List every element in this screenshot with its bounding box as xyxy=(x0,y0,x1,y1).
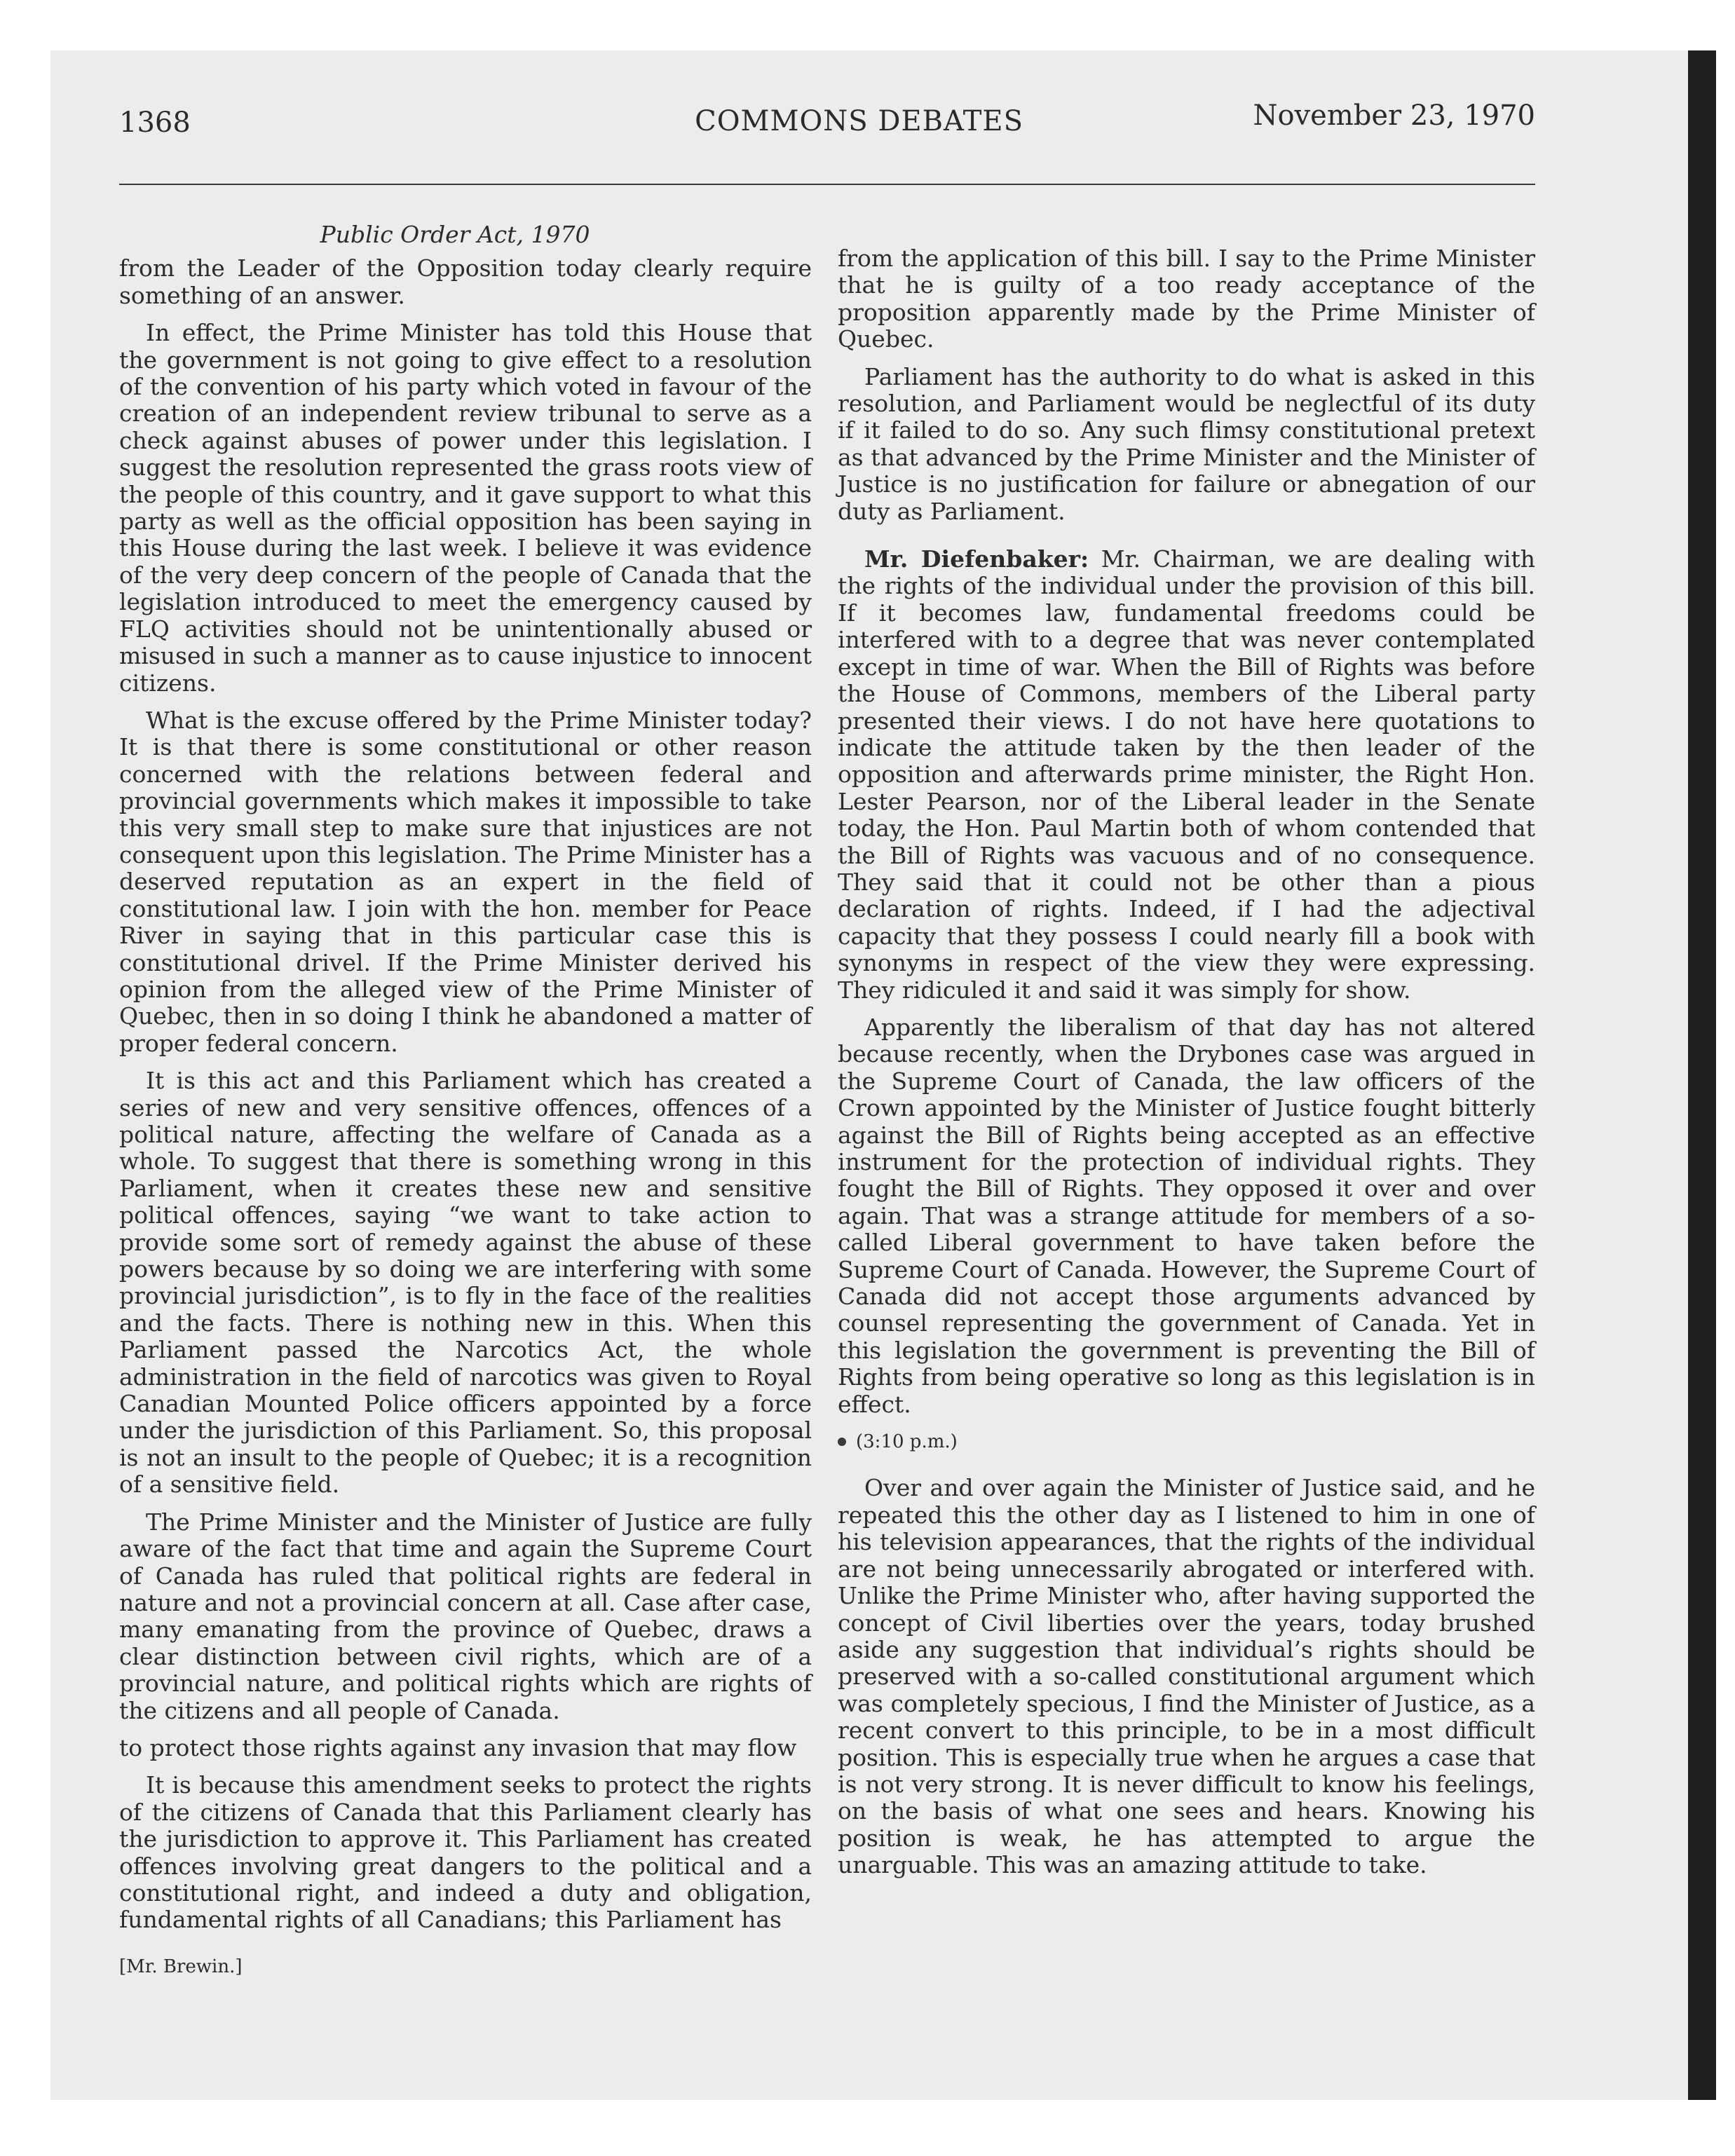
paragraph: In effect, the Prime Minister has told this House that the government is not going to give effect to a resolution of the convention of his party which voted in favour of the creation of an independent review tribunal to serve as a check against abuses of power under this legislation. I suggest the resolution represented the grass roots view of the people of this country, and it gave support to what this party as well as the official opposition has been saying in this House during the last week. I believe it was evidence of the very deep concern of the people of Canada that the legislation introduced to meet the emergency caused by FLQ activities should not be unintentionally abused or misused in such a manner as to cause injustice to innocent citizens. xyxy=(119,319,812,697)
section-title: Public Order Act, 1970 xyxy=(320,221,590,248)
journal-title: COMMONS DEBATES xyxy=(695,105,1023,137)
page-header xyxy=(70,100,1535,147)
paragraph: What is the excuse offered by the Prime Minister today? It is that there is some constitutional or other reason concerned with the relations between federal and provincial governments which makes it impossible to take this very small step to make sure that injustices are not consequent upon this legislation. The Prime Minister has a deserved reputation as an expert in the field of constitutional law. I join with the hon. member for Peace River in saying that in this particular case this is constitutional drivel. If the Prime Minister derived his opinion from the alleged view of the Prime Minister of Quebec, then in so doing I think he abandoned a matter of proper federal concern. xyxy=(119,706,812,1057)
timestamp xyxy=(838,1428,1535,1455)
bullet-icon xyxy=(838,1438,846,1446)
paragraph: Apparently the liberalism of that day has not altered because recently, when the Drybones case was argued in the Supreme Court of Canada, the law officers of the Crown appointed by the Minister of Justice fought bitterly against the Bill of Rights being accepted as an effective instrument for the protection of individual rights. They fought the Bill of Rights. They opposed it over and over again. That was a strange attitude for members of a so-called Liberal government to have taken before the Supreme Court of Canada. However, the Supreme Court of Canada did not accept those arguments advanced by counsel representing the government of Canada. Yet in this legislation the government is preventing the Bill of Rights from being operative so long as this legislation is in effect. xyxy=(838,1013,1535,1418)
paragraph: Over and over again the Minister of Justice said, and he repeated this the other day as I listened to him in one of his television appearances, that the rights of the individual are not being unnecessarily abrogated or interfered with. Unlike the Prime Minister who, after having supported the concept of Civil liberties over the years, today brushed aside any suggestion that individual’s rights should be preserved with a so-called constitutional argument which was completely specious, I find the Minister of Justice, as a recent convert to this principle, to be in a most difficult position. This is especially true when he argues a case that is not very strong. It is never difficult to know his feelings, on the basis of what one sees and hears. Knowing his position is weak, he has attempted to argue the unarguable. This was an amazing attitude to take. xyxy=(838,1474,1535,1879)
left-column xyxy=(119,221,812,1980)
header-rule xyxy=(119,184,1535,185)
paragraph: The Prime Minister and the Minister of Justice are fully aware of the fact that time and again the Supreme Court of Canada has ruled that political rights are federal in nature and not a provincial concern at all. Case after case, many emanating from the province of Quebec, draws a clear distinction between civil rights, which are of a provincial nature, and political rights which are rights of the citizens and all people of Canada. xyxy=(119,1508,812,1724)
paragraph: Parliament has the authority to do what is asked in this resolution, and Parliament would be neglectful of its duty if it failed to do so. Any such flimsy constitutional pretext as that advanced by the Prime Minister and the Minister of Justice is no justification for failure or abnegation of our duty as Parliament. xyxy=(838,362,1535,525)
timestamp-text: (3:10 p.m.) xyxy=(856,1431,958,1453)
speech-text: Mr. Chairman, we are dealing with the rights of the individual under the provision of this bill. If it becomes law, fundamental freedoms could be interfered with to a degree that was never contemplated except in time of war. When the Bill of Rights was before the House of Commons, members of the Liberal party presented their views. I do not have here quotations to indicate the attitude taken by the then leader of the opposition and afterwards prime minister, the Right Hon. Lester Pearson, nor of the Liberal leader in the Senate today, the Hon. Paul Martin both of whom contended that the Bill of Rights was vacuous and of no consequence. They said that it could not be other than a pious declaration of rights. Indeed, if I had the adjectival capacity that they possess I could nearly fill a book with synonyms in respect of the view they were expressing. They ridiculed it and said it was simply for show. xyxy=(838,545,1535,1004)
paragraph: from the Leader of the Opposition today clearly require something of an answer. xyxy=(119,254,812,309)
right-column xyxy=(838,245,1535,1890)
paragraph: It is this act and this Parliament which has created a series of new and very sensitive offences, offences of a political nature, affecting the welfare of Canada as a whole. To suggest that there is something wrong in this Parliament, when it creates these new and sensitive political offences, saying “we want to take action to provide some sort of remedy against the abuse of these powers because by so doing we are interfering with some provincial jurisdiction”, is to fly in the face of the realities and the facts. There is nothing new in this. When this Parliament passed the Narcotics Act, the whole administration in the field of narcotics was given to Royal Canadian Mounted Police officers appointed by a force under the jurisdiction of this Parliament. So, this proposal is not an insult to the people of Quebec; it is a recognition of a sensitive field. xyxy=(119,1067,812,1499)
page-number: 1368 xyxy=(119,107,191,139)
paragraph: It is because this amendment seeks to protect the rights of the citizens of Canada that this Parliament clearly has the jurisdiction to approve it. This Parliament has created offences involving great dangers to the political and a constitutional right, and indeed a duty and obligation, fundamental rights of all Canadians; this Parliament has xyxy=(119,1771,812,1934)
speaker-name: Mr. Diefenbaker: xyxy=(864,545,1089,573)
scan-edge-shadow xyxy=(1688,50,1716,2100)
paragraph: to protect those rights against any invasion that may flow xyxy=(119,1733,797,1761)
speaker-attribution: [Mr. Brewin.] xyxy=(119,1956,243,1977)
speech-paragraph xyxy=(838,546,1535,1004)
publication-date: November 23, 1970 xyxy=(1253,100,1535,132)
paragraph: from the application of this bill. I say to the Prime Minister that he is guilty of a too ready acceptance of the proposition apparently made by the Prime Minister of Quebec. xyxy=(838,245,1535,353)
